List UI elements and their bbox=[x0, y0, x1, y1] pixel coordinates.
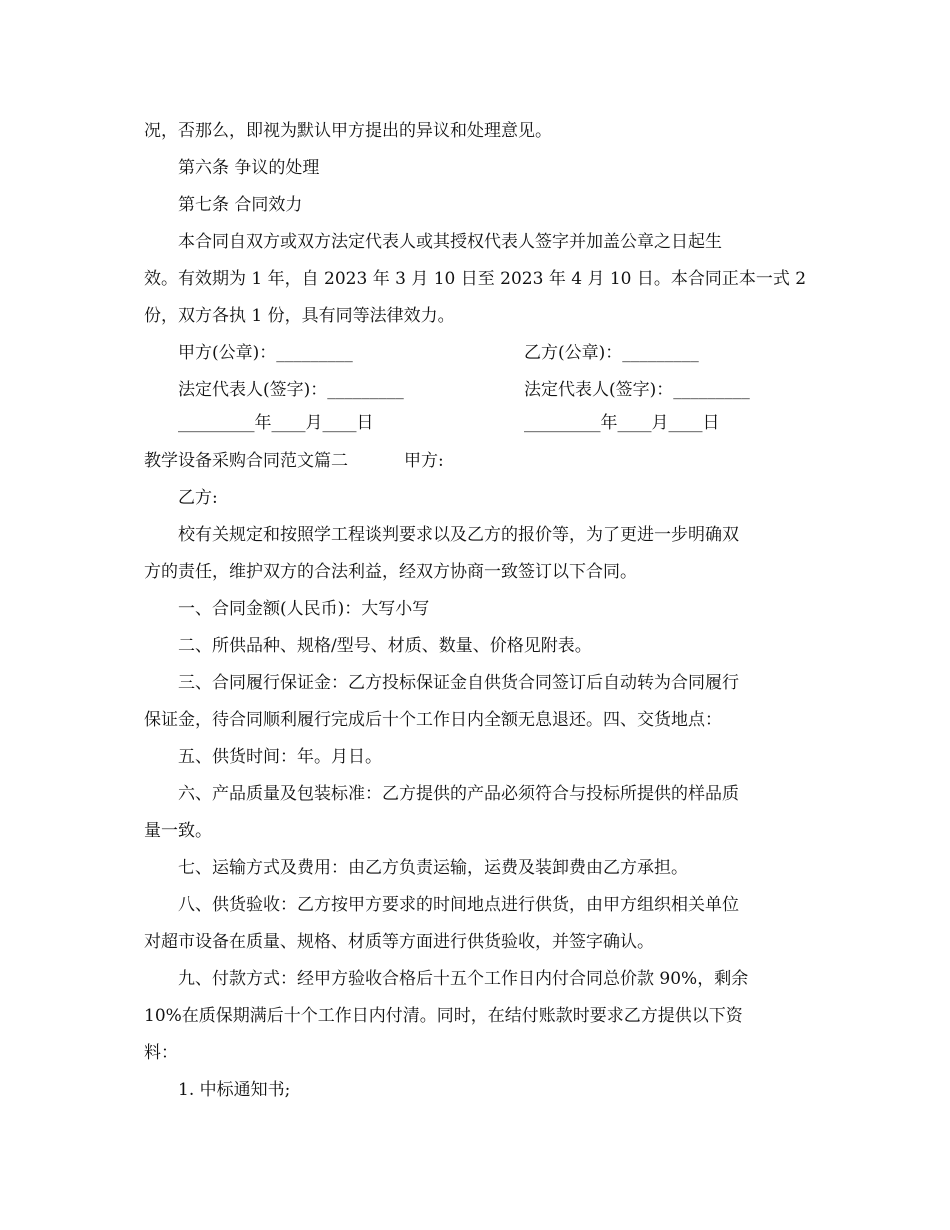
clause-7: 七、运输方式及费用：由乙方负责运输，运费及装卸费由乙方承担。 bbox=[178, 858, 688, 878]
effect-paragraph-line: 效。有效期为 1 年，自 2023 年 3 月 10 日至 2023 年 4 月 10 日。本合同正本一式 2 bbox=[144, 269, 807, 289]
intro-paragraph-line: 方的责任，维护双方的合法利益，经双方协商一致签订以下合同。 bbox=[144, 562, 637, 582]
party-b-representative-field: 法定代表人(签字)：_________ bbox=[524, 380, 750, 400]
list-item: 1. 中标通知书; bbox=[178, 1080, 291, 1100]
clause-6-line: 量一致。 bbox=[144, 821, 212, 841]
intro-paragraph-line: 校有关规定和按照学工程谈判要求以及乙方的报价等，为了更进一步明确双 bbox=[178, 525, 739, 545]
party-a-representative-field: 法定代表人(签字)：_________ bbox=[178, 380, 404, 400]
clause-3-line: 三、合同履行保证金：乙方投标保证金自供货合同签订后自动转为合同履行 bbox=[178, 673, 739, 693]
effect-paragraph-line: 本合同自双方或双方法定代表人或其授权代表人签字并加盖公章之日起生 bbox=[178, 232, 722, 252]
party-a-label: 甲方: bbox=[404, 451, 444, 471]
clause-2: 二、所供品种、规格/型号、材质、数量、价格见附表。 bbox=[178, 636, 592, 656]
effect-paragraph-line: 份，双方各执 1 份，具有同等法律效力。 bbox=[144, 306, 455, 326]
clause-1: 一、合同金额(人民币)：大写小写 bbox=[178, 599, 430, 619]
clause-8-line: 八、供货验收：乙方按甲方要求的时间地点进行供货，由甲方组织相关单位 bbox=[178, 895, 739, 915]
article-7-heading: 第七条 合同效力 bbox=[178, 195, 303, 215]
clause-5: 五、供货时间：年。月日。 bbox=[178, 747, 382, 767]
section-title: 教学设备采购合同范文篇二 bbox=[144, 451, 348, 471]
party-a-date-field: _________年____月____日 bbox=[178, 413, 374, 433]
clause-8-line: 对超市设备在质量、规格、材质等方面进行供货验收，并签字确认。 bbox=[144, 932, 654, 952]
clause-9-line: 料： bbox=[144, 1043, 178, 1063]
article-6-heading: 第六条 争议的处理 bbox=[178, 158, 320, 178]
clause-9-line: 九、付款方式：经甲方验收合格后十五个工作日内付合同总价款 90%，剩余 bbox=[178, 969, 749, 989]
paragraph-continuation: 况，否那么，即视为默认甲方提出的异议和处理意见。 bbox=[144, 121, 552, 141]
party-a-seal-field: 甲方(公章)：_________ bbox=[178, 343, 353, 363]
party-b-label: 乙方: bbox=[178, 488, 218, 508]
clause-9-line: 10%在质保期满后十个工作日内付清。同时，在结付账款时要求乙方提供以下资 bbox=[144, 1006, 743, 1026]
clause-3-line: 保证金，待合同顺利履行完成后十个工作日内全额无息退还。四、交货地点： bbox=[144, 710, 722, 730]
party-b-seal-field: 乙方(公章)：_________ bbox=[524, 343, 699, 363]
party-b-date-field: _________年____月____日 bbox=[524, 413, 720, 433]
clause-6-line: 六、产品质量及包装标准：乙方提供的产品必须符合与投标所提供的样品质 bbox=[178, 784, 739, 804]
